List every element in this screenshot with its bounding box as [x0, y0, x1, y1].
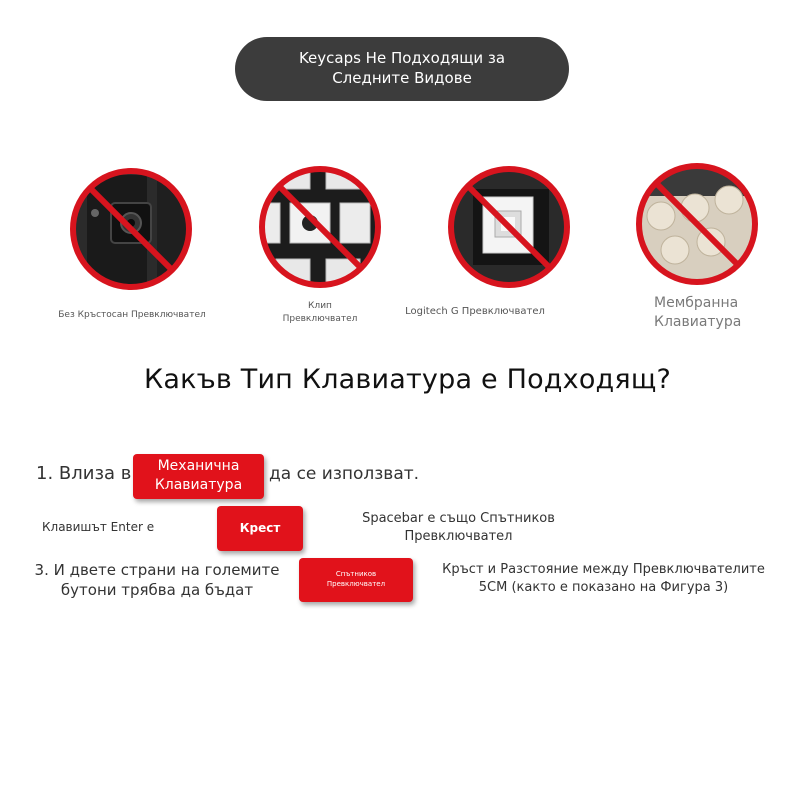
no-cross-switch-icon: [67, 165, 195, 293]
req1-prefix: 1. Влиза в: [36, 463, 132, 484]
membrane-keyboard-icon: [633, 160, 761, 288]
req3-prefix: 3. И двете страни на големите бутони трябва да бъдат: [34, 561, 280, 599]
mechanical-keyboard-label: Механична Клавиатура: [154, 458, 243, 493]
cross-label: Крест: [239, 521, 281, 535]
mechanical-keyboard-badge: [133, 454, 264, 499]
satellite-switch-label: Спътников Превключвател: [326, 570, 386, 588]
caption-logitech-g-switch: Logitech G Превключвател: [405, 306, 545, 317]
banner-title: Keycaps Не Подходящи за Следните Видове: [298, 49, 506, 87]
req2-suffix: Spacebar е също Спътников Превключвател: [362, 511, 555, 544]
section-heading: Какъв Тип Клавиатура е Подходящ?: [143, 364, 672, 395]
caption-clip-switch: Клип Превключвател: [282, 301, 358, 324]
title-banner: [235, 37, 569, 101]
cross-badge: [217, 506, 303, 551]
logitech-g-switch-icon: [445, 163, 573, 291]
req2-prefix: Клавишът Enter е: [42, 520, 155, 534]
clip-switch-icon: [256, 163, 384, 291]
caption-no-cross-switch: Без Кръстосан Превключвател: [58, 310, 206, 320]
satellite-switch-badge: [299, 558, 413, 602]
req3-suffix: Кръст и Разстояние между Превключвателите 5CM (както е показано на Фигура 3): [442, 562, 765, 595]
req1-suffix: да се използват.: [269, 464, 420, 484]
caption-membrane-keyboard: Мембранна Клавиатура: [654, 295, 742, 330]
